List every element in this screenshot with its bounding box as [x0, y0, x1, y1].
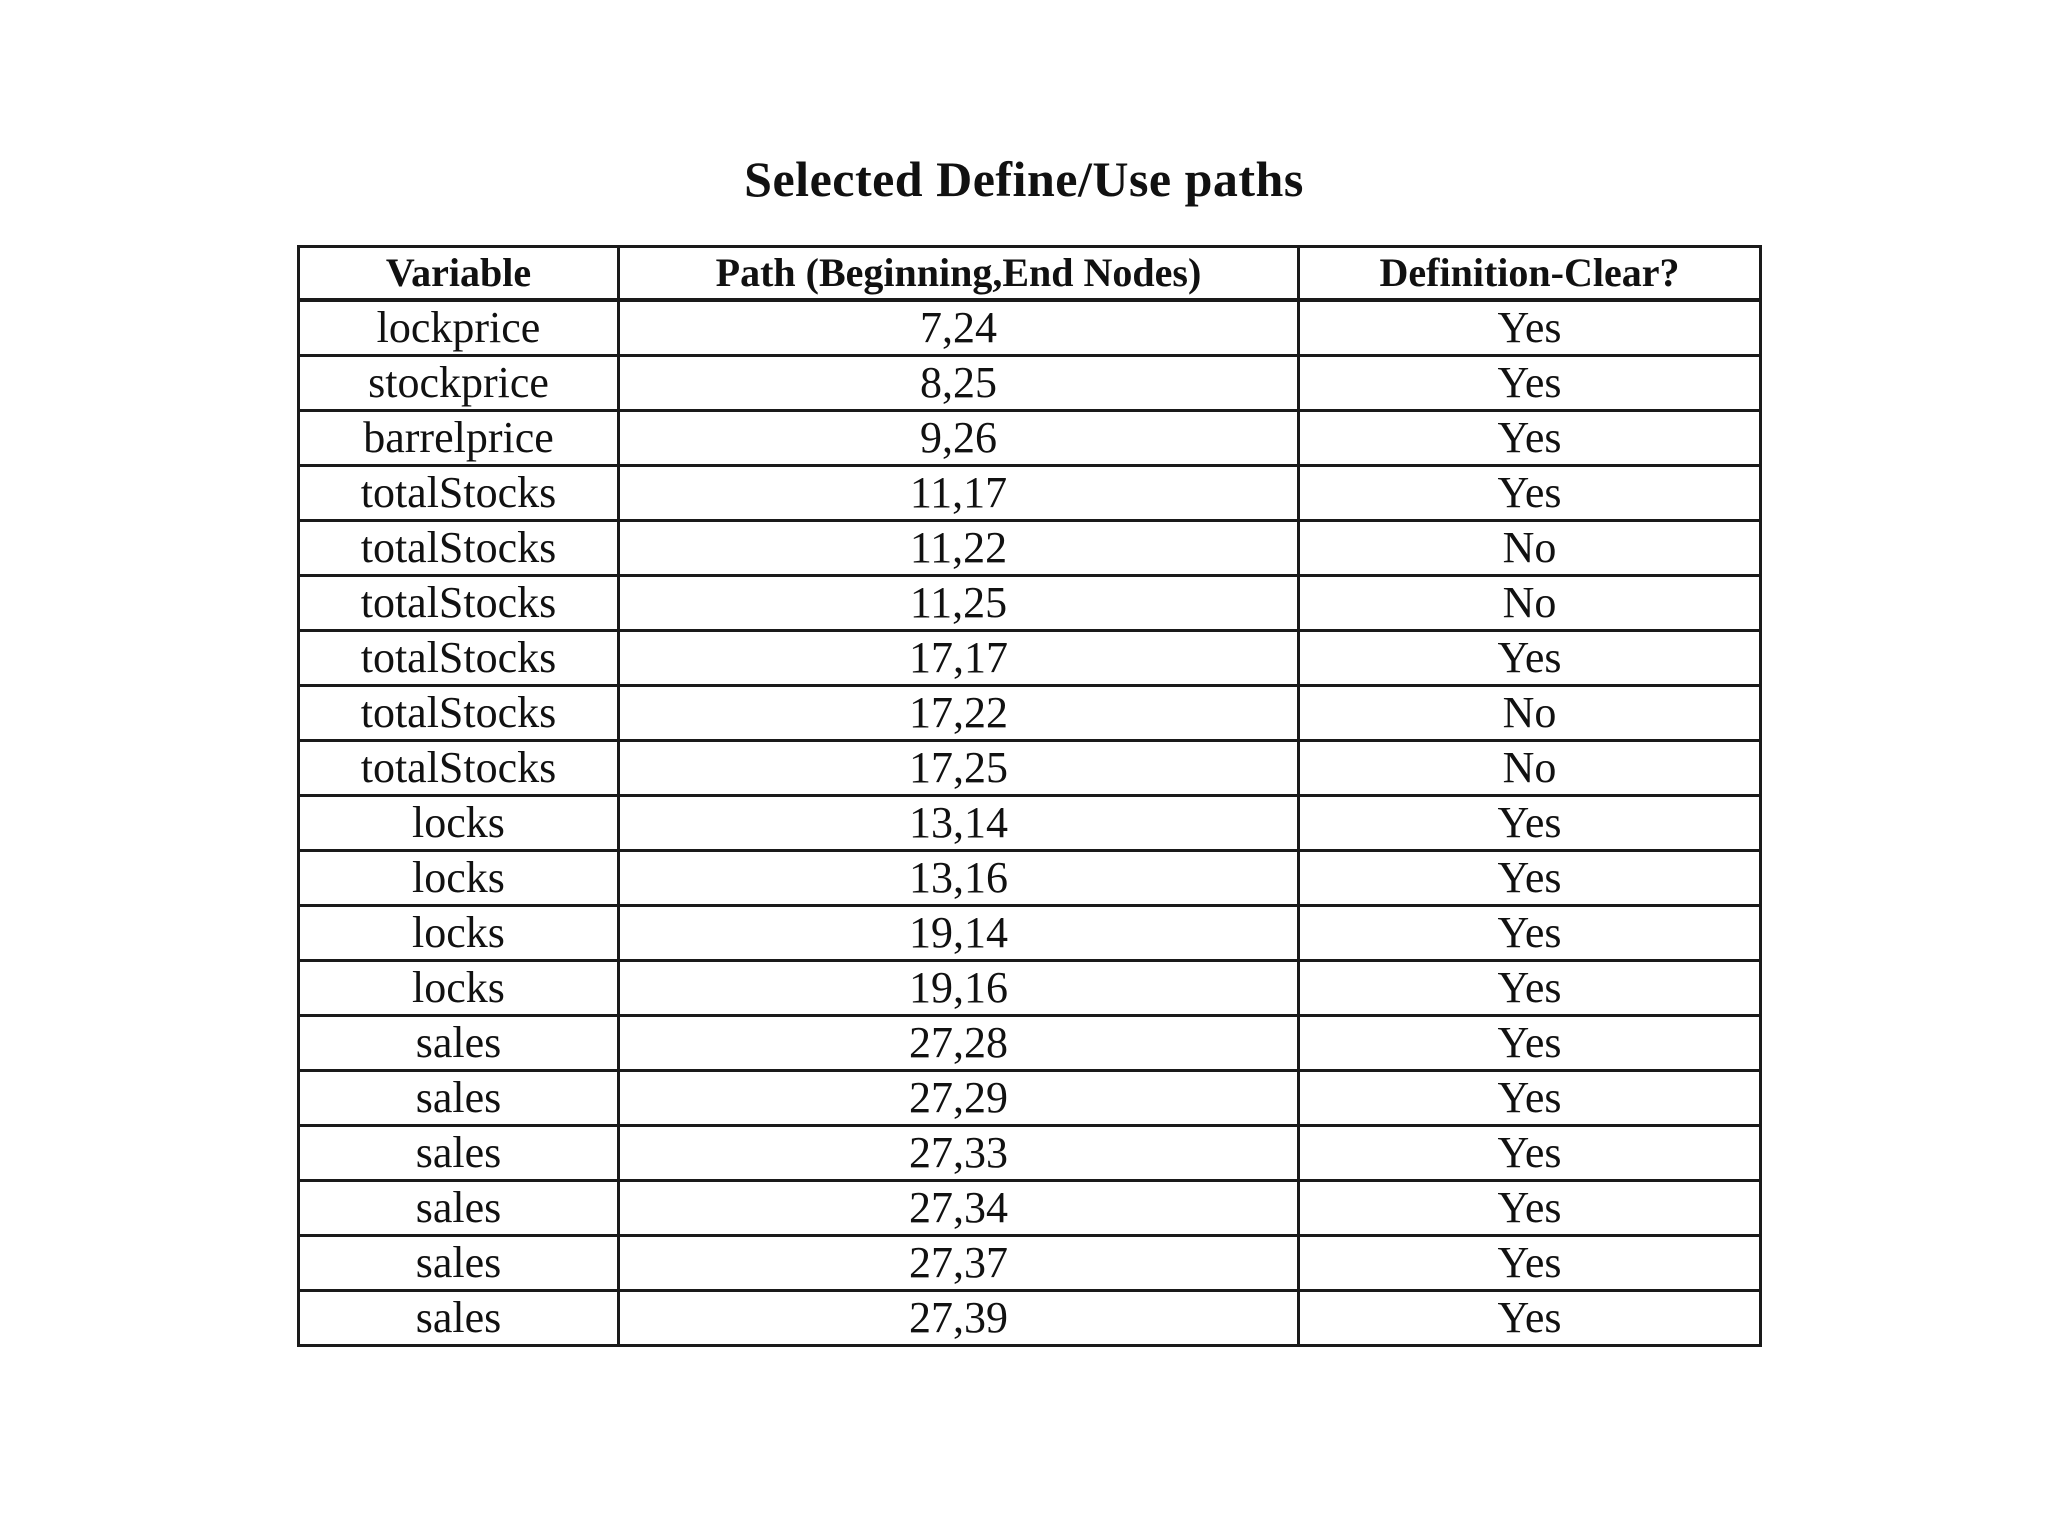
- table-row: [299, 741, 1761, 796]
- path-cell: 27,33: [619, 1126, 1299, 1181]
- table-row: [299, 411, 1761, 466]
- path-cell: 11,25: [619, 576, 1299, 631]
- table-row: [299, 1236, 1761, 1291]
- path-cell: 19,16: [619, 961, 1299, 1016]
- table-row: [299, 576, 1761, 631]
- define-use-paths-table: [297, 245, 1762, 1347]
- variable-cell: locks: [299, 906, 619, 961]
- variable-cell: totalStocks: [299, 521, 619, 576]
- definition-clear-cell: Yes: [1299, 796, 1761, 851]
- definition-clear-cell: Yes: [1299, 1291, 1761, 1346]
- table-row: [299, 1291, 1761, 1346]
- path-cell: 8,25: [619, 356, 1299, 411]
- definition-clear-cell: Yes: [1299, 906, 1761, 961]
- definition-clear-cell: Yes: [1299, 1236, 1761, 1291]
- variable-cell: stockprice: [299, 356, 619, 411]
- variable-cell: totalStocks: [299, 741, 619, 796]
- definition-clear-cell: Yes: [1299, 300, 1761, 356]
- variable-cell: totalStocks: [299, 466, 619, 521]
- path-cell: 19,14: [619, 906, 1299, 961]
- definition-clear-cell: Yes: [1299, 961, 1761, 1016]
- path-cell: 7,24: [619, 300, 1299, 356]
- path-cell: 17,25: [619, 741, 1299, 796]
- variable-cell: totalStocks: [299, 686, 619, 741]
- path-cell: 27,29: [619, 1071, 1299, 1126]
- definition-clear-cell: No: [1299, 741, 1761, 796]
- path-cell: 17,22: [619, 686, 1299, 741]
- variable-cell: sales: [299, 1236, 619, 1291]
- definition-clear-cell: Yes: [1299, 851, 1761, 906]
- table-row: [299, 1181, 1761, 1236]
- path-cell: 27,28: [619, 1016, 1299, 1071]
- path-cell: 27,37: [619, 1236, 1299, 1291]
- definition-clear-cell: Yes: [1299, 1071, 1761, 1126]
- path-cell: 11,22: [619, 521, 1299, 576]
- variable-cell: totalStocks: [299, 576, 619, 631]
- variable-cell: sales: [299, 1016, 619, 1071]
- definition-clear-cell: Yes: [1299, 631, 1761, 686]
- definition-clear-cell: Yes: [1299, 356, 1761, 411]
- variable-cell: barrelprice: [299, 411, 619, 466]
- variable-cell: locks: [299, 961, 619, 1016]
- table-row: [299, 1126, 1761, 1181]
- path-cell: 13,14: [619, 796, 1299, 851]
- column-header-definition-clear: Definition-Clear?: [1299, 247, 1761, 301]
- table-row: [299, 1071, 1761, 1126]
- definition-clear-cell: Yes: [1299, 411, 1761, 466]
- table-row: [299, 466, 1761, 521]
- variable-cell: sales: [299, 1071, 619, 1126]
- variable-cell: sales: [299, 1181, 619, 1236]
- table-body: [299, 300, 1761, 1346]
- variable-cell: locks: [299, 851, 619, 906]
- table-header-row: [299, 247, 1761, 301]
- definition-clear-cell: Yes: [1299, 1181, 1761, 1236]
- table-row: [299, 356, 1761, 411]
- table-row: [299, 906, 1761, 961]
- table-row: [299, 851, 1761, 906]
- definition-clear-cell: No: [1299, 576, 1761, 631]
- table-row: [299, 300, 1761, 356]
- table-row: [299, 686, 1761, 741]
- variable-cell: sales: [299, 1291, 619, 1346]
- table-row: [299, 631, 1761, 686]
- variable-cell: locks: [299, 796, 619, 851]
- path-cell: 9,26: [619, 411, 1299, 466]
- definition-clear-cell: Yes: [1299, 1126, 1761, 1181]
- column-header-path: Path (Beginning,End Nodes): [619, 247, 1299, 301]
- definition-clear-cell: Yes: [1299, 1016, 1761, 1071]
- table-row: [299, 961, 1761, 1016]
- page-title: Selected Define/Use paths: [744, 151, 1304, 207]
- table-row: [299, 1016, 1761, 1071]
- definition-clear-cell: Yes: [1299, 466, 1761, 521]
- table-row: [299, 796, 1761, 851]
- definition-clear-cell: No: [1299, 686, 1761, 741]
- path-cell: 13,16: [619, 851, 1299, 906]
- column-header-variable: Variable: [299, 247, 619, 301]
- variable-cell: lockprice: [299, 300, 619, 356]
- path-cell: 17,17: [619, 631, 1299, 686]
- variable-cell: totalStocks: [299, 631, 619, 686]
- variable-cell: sales: [299, 1126, 619, 1181]
- path-cell: 27,34: [619, 1181, 1299, 1236]
- table-row: [299, 521, 1761, 576]
- path-cell: 11,17: [619, 466, 1299, 521]
- definition-clear-cell: No: [1299, 521, 1761, 576]
- path-cell: 27,39: [619, 1291, 1299, 1346]
- define-use-paths-table-container: [297, 245, 1759, 1347]
